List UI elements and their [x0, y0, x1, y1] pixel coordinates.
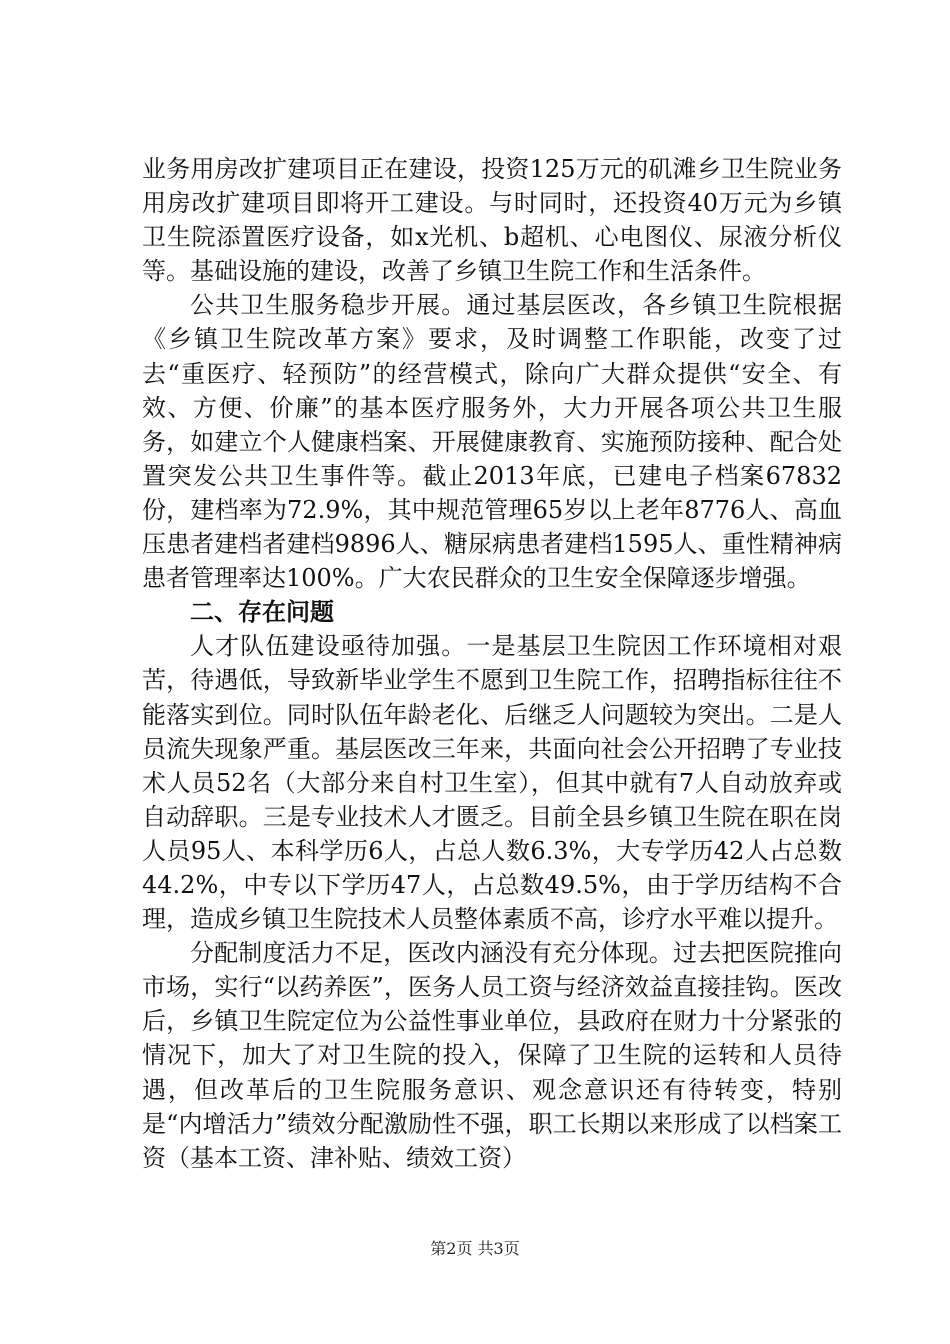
document-body	[142, 152, 842, 1175]
paragraph-infrastructure: 业务用房改扩建项目正在建设，投资125万元的矶滩乡卫生院业务用房改扩建项目即将开工建设。与时同时，还投资40万元为乡镇卫生院添置医疗设备，如x光机、b超机、心电图仪、尿液分析仪等。基础设施的建设，改善了乡镇卫生院工作和生活条件。	[142, 155, 842, 286]
paragraph-distribution: 分配制度活力不足，医改内涵没有充分体现。过去把医院推向市场，实行“以药养医”，医务人员工资与经济效益直接挂钩。医改后，乡镇卫生院定位为公益性事业单位，县政府在财力十分紧张的情况下，加大了对卫生院的投入，保障了卫生院的运转和人员待遇，但改革后的卫生院服务意识、观念意识还有待转变，特别是“内增活力”绩效分配激励性不强，职工长期以来形成了以档案工资（基本工资、津补贴、绩效工资）	[142, 939, 842, 1172]
page-number-footer: 第2页 共3页	[430, 1239, 520, 1258]
paragraph-talent: 人才队伍建设亟待加强。一是基层卫生院因工作环境相对艰苦，待遇低，导致新毕业学生不愿到卫生院工作，招聘指标往往不能落实到位。同时队伍年龄老化、后继乏人问题较为突出。二是人员流失现象严重。基层医改三年来，共面向社会公开招聘了专业技术人员52名（大部分来自村卫生室），但其中就有7人自动放弃或自动辞职。三是专业技术人才匮乏。目前全县乡镇卫生院在职在岗人员95人、本科学历6人，占总人数6.3%，大专学历42人占总数44.2%，中专以下学历47人，占总数49.5%，由于学历结构不合理，造成乡镇卫生院技术人员整体素质不高，诊疗水平难以提升。	[142, 632, 842, 934]
paragraph-public-health: 公共卫生服务稳步开展。通过基层医改，各乡镇卫生院根据《乡镇卫生院改革方案》要求，及时调整工作职能，改变了过去“重医疗、轻预防”的经营模式，除向广大群众提供“安全、有效、方便、价廉”的基本医疗服务外，大力开展各项公共卫生服务，如建立个人健康档案、开展健康教育、实施预防接种、配合处置突发公共卫生事件等。截止2013年底，已建电子档案67832份，建档率为72.9%，其中规范管理65岁以上老年8776人、高血压患者建档者建档9896人、糖尿病患者建档1595人、重性精神病患者管理率达100%。广大农民群众的卫生安全保障逐步增强。	[142, 291, 842, 593]
section-heading-problems: 二、存在问题	[190, 598, 334, 627]
